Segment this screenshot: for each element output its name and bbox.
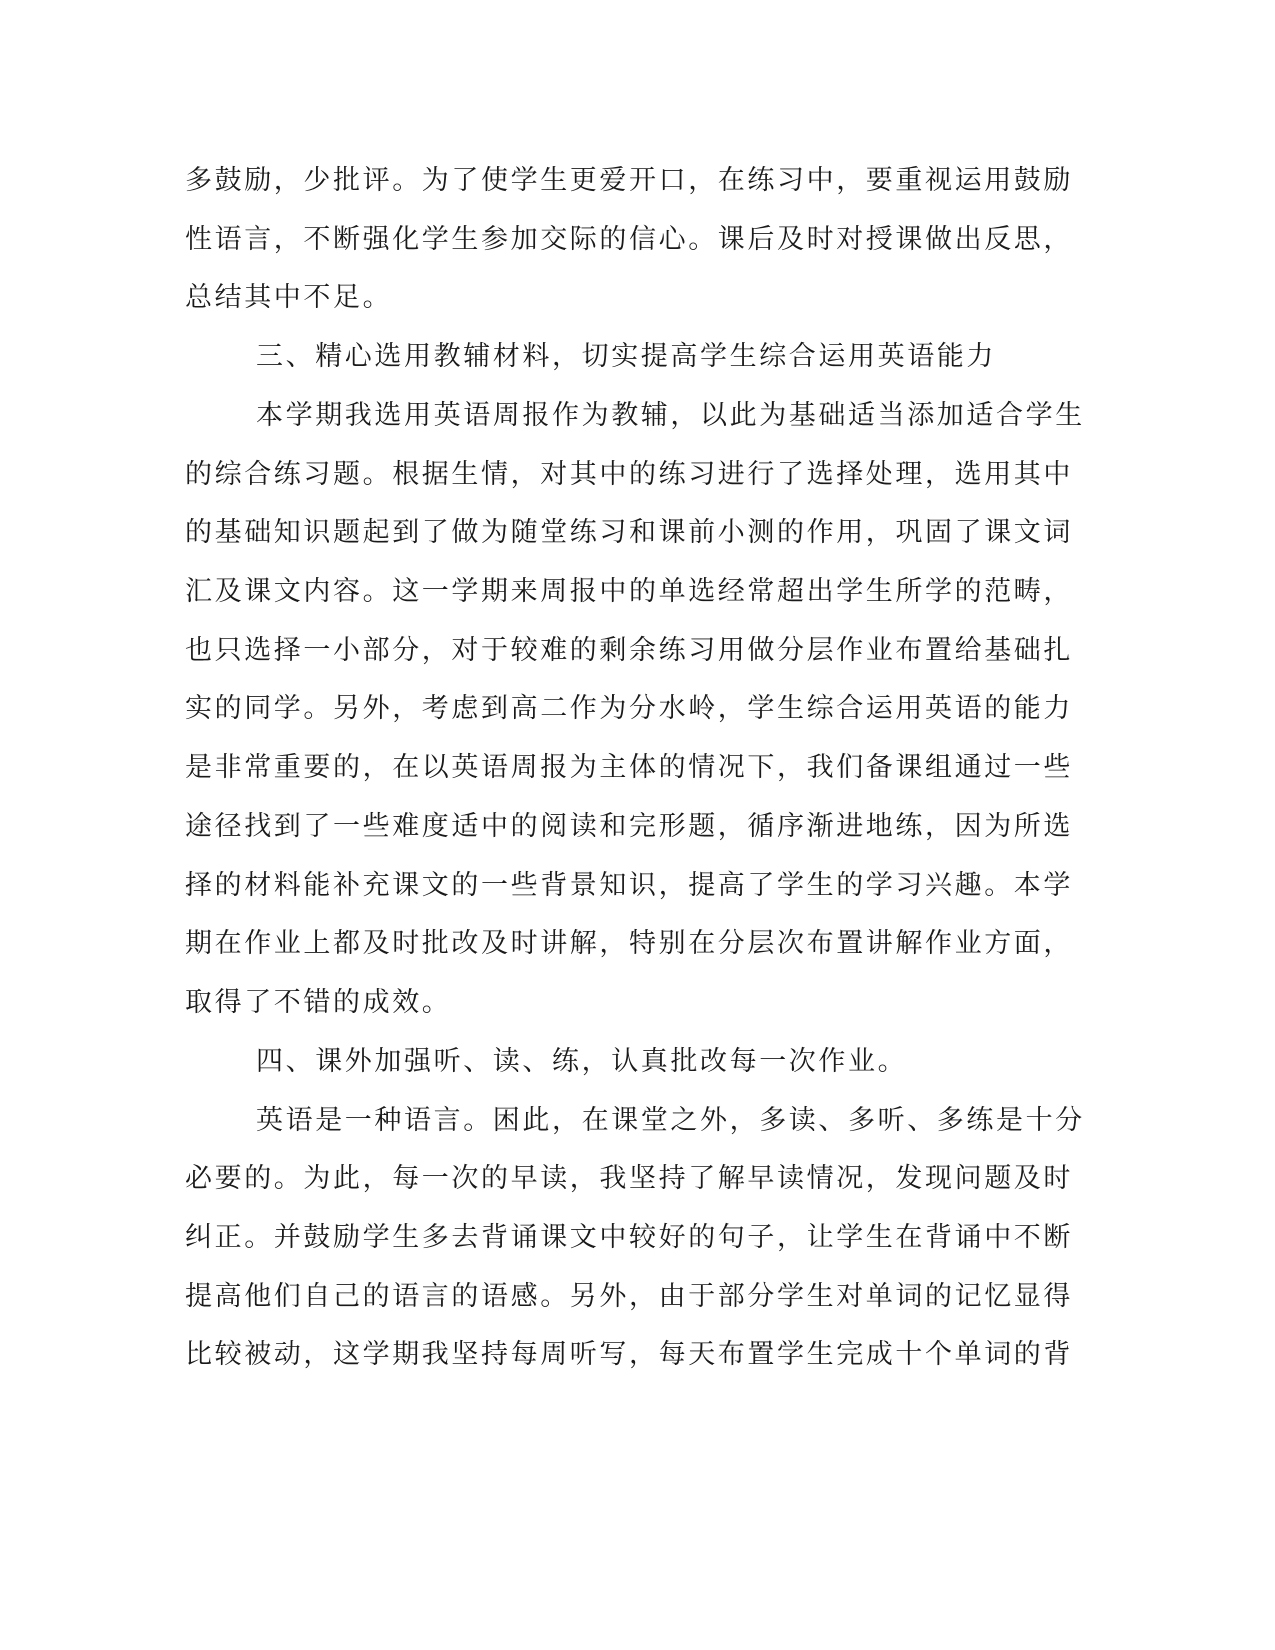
text-line: 提高他们自己的语言的语感。另外，由于部分学生对单词的记忆显得 <box>185 1281 1073 1312</box>
text-line: 本学期我选用英语周报作为教辅，以此为基础适当添加适合学生 <box>256 400 1085 431</box>
text-line: 途径找到了一些难度适中的阅读和完形题，循序渐进地练，因为所选 <box>185 811 1073 842</box>
text-line: 择的材料能补充课文的一些背景知识，提高了学生的学习兴趣。本学 <box>185 870 1073 901</box>
text-line: 性语言，不断强化学生参加交际的信心。课后及时对授课做出反思， <box>185 224 1073 255</box>
text-line: 期在作业上都及时批改及时讲解，特别在分层次布置讲解作业方面， <box>185 928 1073 959</box>
section-heading: 三、精心选用教辅材料，切实提高学生综合运用英语能力 <box>256 341 996 372</box>
text-line: 纠正。并鼓励学生多去背诵课文中较好的句子，让学生在背诵中不断 <box>185 1222 1073 1253</box>
text-line: 也只选择一小部分，对于较难的剩余练习用做分层作业布置给基础扎 <box>185 635 1073 666</box>
text-line: 汇及课文内容。这一学期来周报中的单选经常超出学生所学的范畴， <box>185 576 1073 607</box>
text-line: 实的同学。另外，考虑到高二作为分水岭，学生综合运用英语的能力 <box>185 693 1073 724</box>
text-line: 是非常重要的，在以英语周报为主体的情况下，我们备课组通过一些 <box>185 752 1073 783</box>
text-line: 比较被动，这学期我坚持每周听写，每天布置学生完成十个单词的背 <box>185 1339 1073 1370</box>
text-line: 的基础知识题起到了做为随堂练习和课前小测的作用，巩固了课文词 <box>185 517 1073 548</box>
text-line: 总结其中不足。 <box>185 282 393 313</box>
text-line: 必要的。为此，每一次的早读，我坚持了解早读情况，发现问题及时 <box>185 1163 1073 1194</box>
text-line: 多鼓励，少批评。为了使学生更爱开口，在练习中，要重视运用鼓励 <box>185 165 1073 196</box>
text-line: 的综合练习题。根据生情，对其中的练习进行了选择处理，选用其中 <box>185 459 1073 490</box>
text-line: 取得了不错的成效。 <box>185 987 452 1018</box>
section-heading: 四、课外加强听、读、练，认真批改每一次作业。 <box>256 1046 908 1077</box>
text-line: 英语是一种语言。困此，在课堂之外，多读、多听、多练是十分 <box>256 1105 1085 1136</box>
